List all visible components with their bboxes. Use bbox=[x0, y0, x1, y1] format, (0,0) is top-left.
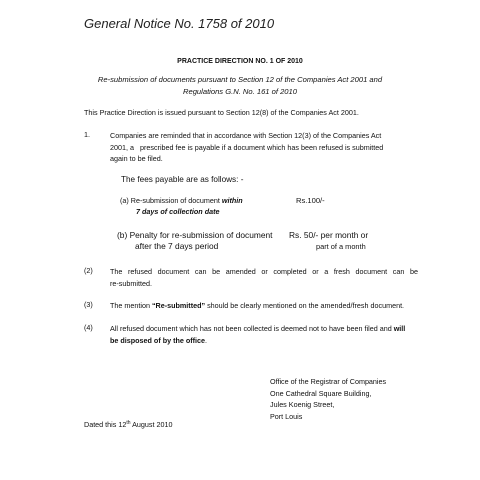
dated-prefix: Dated this 12 bbox=[84, 420, 127, 429]
item-2-line-2: re-submitted. bbox=[110, 278, 152, 288]
item-1-line-3: again to be filed. bbox=[110, 154, 163, 163]
fee-a-prefix: (a) Re-submission of document bbox=[120, 196, 222, 205]
general-notice-number: General Notice No. 1758 of 2010 bbox=[84, 16, 275, 31]
document-title: PRACTICE DIRECTION NO. 1 OF 2010 bbox=[177, 58, 303, 65]
item-3-bold: “Re-submitted” bbox=[151, 301, 206, 310]
item-4-end: . bbox=[205, 335, 208, 345]
dated-line bbox=[84, 420, 173, 429]
item-3-text bbox=[110, 300, 430, 312]
fee-b-amount-line-2: part of a month bbox=[316, 242, 366, 251]
fee-a-line-2: 7 days of collection date bbox=[136, 206, 220, 216]
registrar-address bbox=[270, 376, 386, 422]
fee-a-amount: Rs.100/- bbox=[296, 196, 325, 205]
item-2-text bbox=[110, 266, 418, 289]
fee-b-amount bbox=[289, 230, 368, 252]
dated-suffix: August 2010 bbox=[130, 420, 173, 429]
item-4-text bbox=[110, 323, 430, 346]
item-4-line-1: All refused document which has not been collected is deemed not to have been filed and bbox=[110, 324, 394, 333]
item-1-text bbox=[110, 130, 420, 165]
item-2-line-1: The refused document can be amended or completed or a fresh document can be bbox=[110, 267, 418, 276]
subtitle-line-1: Re-submission of documents pursuant to Section 12 of the Companies Act 2001 and bbox=[97, 75, 383, 84]
document-subtitle bbox=[0, 74, 480, 98]
address-line-1: Office of the Registrar of Companies bbox=[270, 377, 387, 386]
item-4-bold-2: be disposed of by the office bbox=[110, 335, 206, 345]
item-4-bold-1: will bbox=[393, 324, 406, 333]
fee-a-bold: within bbox=[221, 196, 243, 205]
fee-a-label bbox=[120, 196, 243, 217]
item-2-number: (2) bbox=[84, 266, 93, 275]
intro-paragraph: This Practice Direction is issued pursuant to Section 12(8) of the Companies Act 2001. bbox=[84, 108, 359, 117]
item-3-before: The mention bbox=[110, 301, 152, 310]
item-4-number: (4) bbox=[84, 323, 93, 332]
item-3-after: should be clearly mentioned on the amended/fresh document. bbox=[205, 301, 405, 310]
fee-b-line-1: (b) Penalty for re-submission of document bbox=[117, 230, 273, 240]
fee-b-amount-line-1: Rs. 50/- per month or bbox=[289, 230, 369, 240]
fees-heading: The fees payable are as follows: - bbox=[121, 175, 244, 184]
dated-sup: th bbox=[126, 420, 131, 426]
item-1-line-2: 2001, a prescribed fee is payable if a document which has been refused is submitted bbox=[110, 142, 384, 152]
item-3-number: (3) bbox=[84, 300, 93, 309]
item-1-line-1: Companies are reminded that in accordance with Section 12(3) of the Companies Act bbox=[110, 131, 382, 140]
address-line-2: One Cathedral Square Building, bbox=[270, 388, 372, 398]
address-line-3: Jules Koenig Street, bbox=[270, 400, 335, 409]
item-1-number: 1. bbox=[84, 130, 90, 139]
fee-b-line-2: after the 7 days period bbox=[135, 241, 219, 251]
address-line-4: Port Louis bbox=[270, 411, 303, 421]
subtitle-line-2: Regulations G.N. No. 161 of 2010 bbox=[183, 87, 297, 96]
fee-b-label bbox=[117, 230, 272, 252]
